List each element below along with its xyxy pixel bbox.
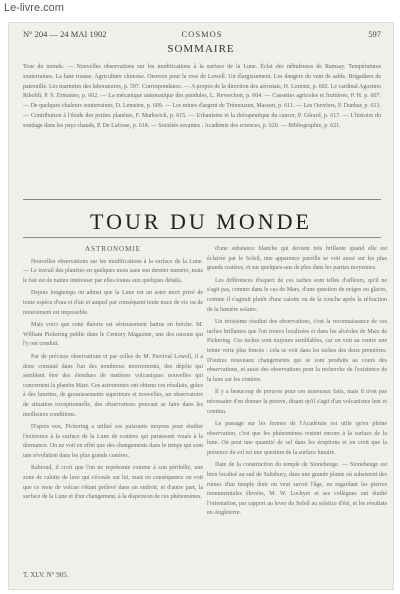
paragraph: Il y a beaucoup de preuves pour ces nouveaux faits, mais il n'est pas nécessaire d'en donner la preuve, disant qu'il s'agit d'un volcanisme lent et continu.	[207, 389, 387, 415]
section-heading: ASTRONOMIE	[85, 245, 141, 253]
section-title: TOUR DU MONDE	[90, 209, 312, 234]
divider	[23, 237, 381, 238]
left-column	[23, 245, 203, 506]
page-footer: T. XLV. N° 905.	[23, 571, 69, 579]
issue-number: N° 204 — 24 MAI 1902	[23, 29, 107, 39]
sommaire-correspondance: Correspondance. — A propos de la direction des aérostats, H. Lorentz, p. 602.	[141, 83, 330, 90]
paragraph: Le passage sur les formes de l'Académie est utile qu'en pleine observation, c'est que les phénomènes restent encore à la surface de la lune. On peut une quantité de sel dans les éruptions et on croit que la présence du sol est une question de la surface lunaire.	[207, 421, 387, 456]
page-number: 597	[368, 29, 381, 39]
paragraph: Un troisième résultat des observations, c'est la reconnaissance de ces taches brillantes que l'on trouve localisées et dans les alvéoles de Mars de Pickering. Ces taches sont toujours semblables, car on voit au centre une teinte verte plus foncée : cela se voit dans les taches des deux premières. D'autres nouveaux changements qui se sont produits au cours des observations, et aussi des observations pour la recherche de l'existence de la lune sur les cratères.	[207, 319, 387, 383]
paragraph: Date de la construction du temple de Stonehenge. — Stonehenge est bien localisé au sud de Salisbury, dans une grande plaine où subsistent des ruines d'un temple dont on veut savoir l'âge, en regardant les pierres monumentales élevées, M. W. Lockyer et ses collègues ont étudié l'orientation, par rapport au lever du Soleil au solstice d'été, et les résultats en Angleterre.	[207, 462, 387, 517]
sommaire-articles: Le cardinal Agostino Riboldi, P. S. Ermanno, p. 602. — La mécanique automatique des pendules, L. Reverchon, p. 604. — Cassettes agricoles et fruitières, P. H. p. 607. — De quelques chaleurs souterraines, D. Lemsten, p. 609. — Les mines d'argent de Trémouzen, Masson, p. 611. — Les Ouvriers, P. Dunbar, p. 613. — Contribution à l'étude des petites planètes, F. Markwick, p. 615. — Urbanisme et la thérapeutique du cancer, P. Gérard, p. 617. — L'histoire du sondage dans les pays chauds, P. De Lafosse, p. 618. — Sociétés savantes : Académie des sciences, p. 620. — Bibliographie, p. 621.	[23, 83, 382, 129]
divider	[23, 199, 381, 200]
paragraph: Depuis longtemps on admet que la Lune est un astre mort privé de toute espèce d'eau et d'air et auquel par conséquent toute trace de vie ou de mouvement est impossible.	[23, 290, 203, 316]
page-header	[23, 29, 381, 41]
paragraph: Rabiond, il croit que l'on ne représente comme à son périhélie, une zone de calotte de lave qui s'écoule sur lui, mais en conséquence on voit que ce reste de volcan s'étant prélevé dans un endroit, et d'autre part, la surface de la Lune et d'un changement, à la dispersion de ces phénomènes.	[23, 465, 203, 501]
paragraph: d'une substance blanche qui devient très brillante quand elle est éclairée par le Soleil, une apparence pareille se voit aussi sur les plus grands cratères, et sur quelques-uns de plus dans les parties moyennes.	[207, 246, 387, 272]
document-page	[8, 22, 394, 590]
site-watermark: Le-livre.com	[4, 2, 64, 14]
right-column	[207, 245, 387, 522]
sommaire-heading: SOMMAIRE	[167, 43, 235, 55]
paragraph: Par de précises observations et par celles de M. Percival Lowell, il a donc constaté dans l'un des nombreux mouvements, des dépôts qui semblent être des étendues de matières volcaniques nouvelles qui concernent la planète Mars. Ces astronomes ont obtenu ces résultats, grâce à des lunettes, de grossissements supérieurs et nouvelles, un observatoire de situation exceptionnelle, des observations pouvant se faire dans les meilleures conditions.	[23, 353, 203, 418]
paragraph: Nouvelles observations sur les modifications à la surface de la Lune. — Le travail des planètes en quelques mots sans son dernier numéro, mais le fait est de nature intéresser par elles toutes aux quelques détails.	[23, 258, 203, 284]
paragraph: D'après eux, Pickering a utilisé ses puissants moyens pour étudier l'existence à la surface de la Lune de cratères qui paraissent voués à la dormance. On ne voit en effet que des changements dans le temps qui sont une révolution dans les plus grands cratères.	[23, 424, 203, 459]
sommaire-block	[23, 63, 381, 132]
paragraph: Les différences d'aspect de ces taches sont telles d'ailleurs, qu'il ne s'agit pas, comme dans le cas de Mars, d'une question de neiges ou glaces, comme il s'agirait plutôt d'une calotte ou de la couche après la réfraction de la lumière solaire.	[207, 277, 387, 313]
sommaire-tour-du-monde: Tour du monde. — Nouvelles observations sur les modifications à la surface de la Lune. Éclat des nébuleuses de Ramsay. Températures souterraines. La lune rousse. Agriculture chinoise. Oeuvres pour la rose de Lowell. Un élargissement. Les dangers du vent de sable. Brigadiers de patrouille. Les marmites des laboratoires, p. 597.	[23, 64, 381, 90]
paragraph: Mais voici que cette théorie est sérieusement battue en brèche. M. William Pickering publie dans le Century Magazine, une des raisons qui l'y ont conduit.	[23, 322, 203, 348]
journal-title: COSMOS	[181, 29, 223, 39]
